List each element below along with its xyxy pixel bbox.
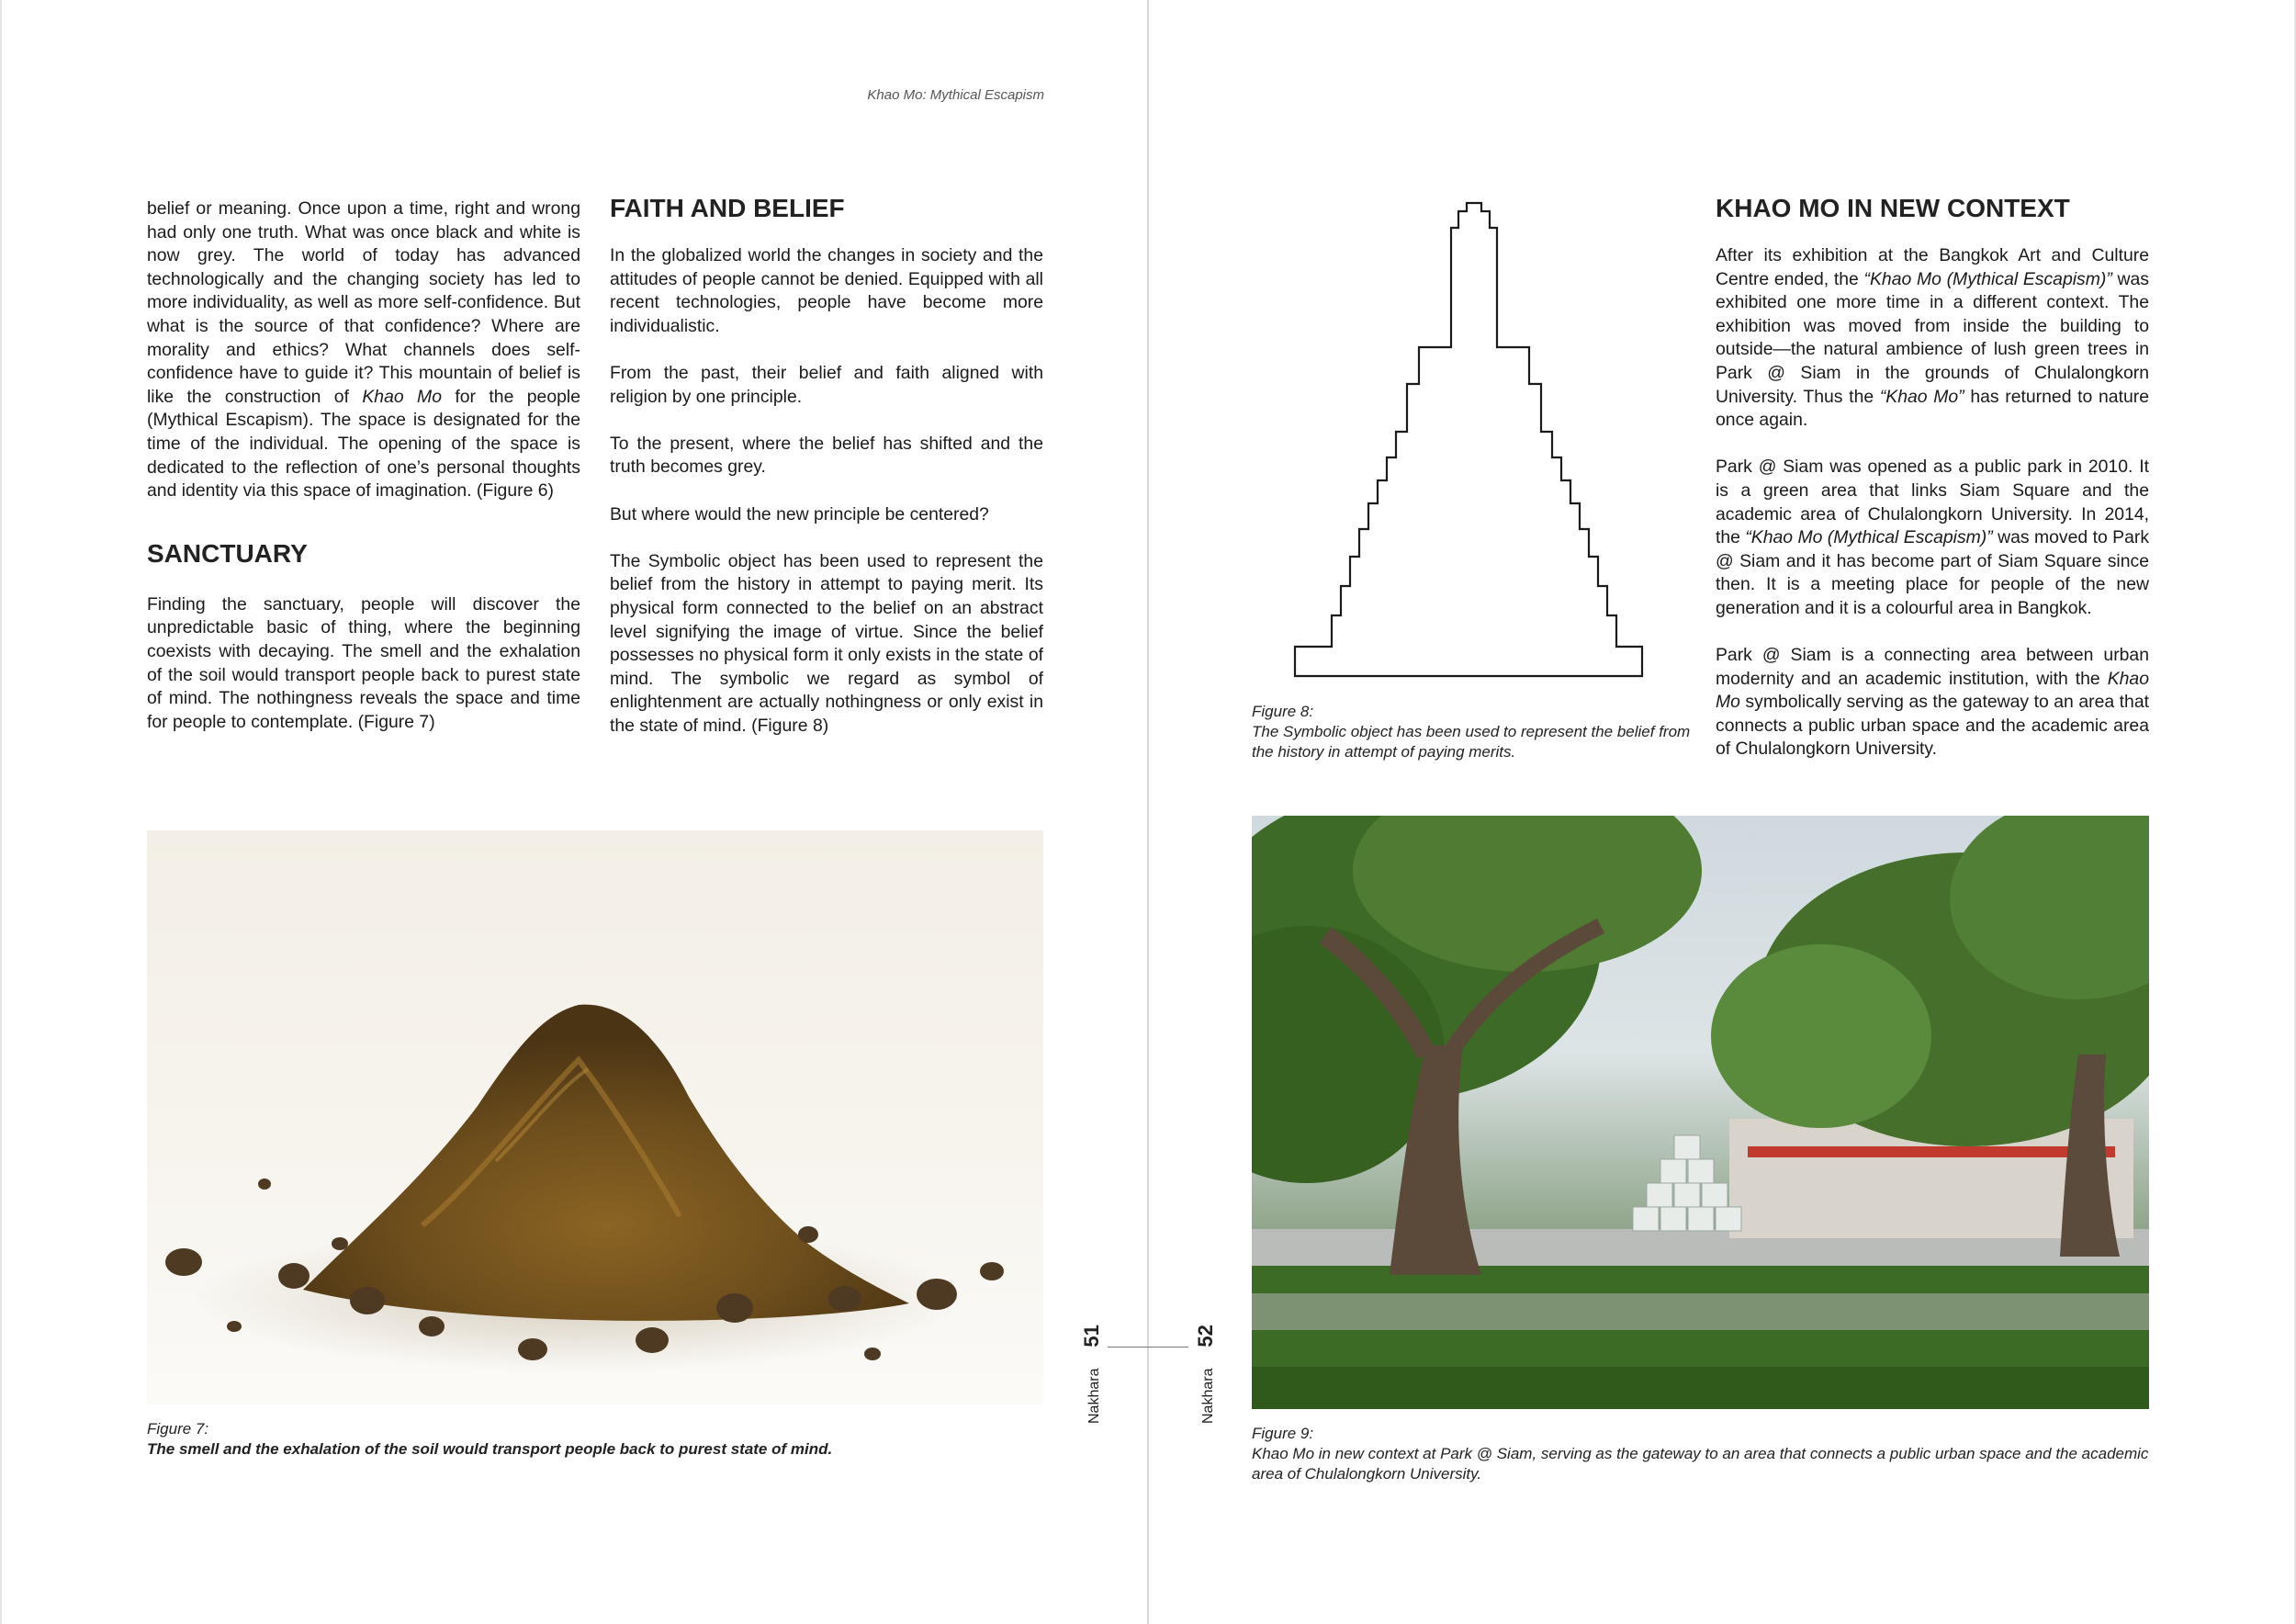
running-head: Khao Mo: Mythical Escapism (867, 87, 1044, 103)
park-scene-illustration (1252, 816, 2149, 1409)
faith-paragraph-4: But where would the new principle be centered? (610, 503, 989, 524)
figure-9-caption: Khao Mo in new context at Park @ Siam, serving as the gateway to an area that connects a public urban space and the academic area of Chulalongkorn University. (1252, 1445, 2149, 1483)
sculpture-blocks (1633, 1135, 1741, 1231)
page-edge-left (0, 0, 2, 1624)
faith-heading: FAITH AND BELIEF (610, 194, 845, 222)
folio-left-number: 51 (1080, 1325, 1103, 1348)
figure-8-label: Figure 8: (1252, 703, 1314, 720)
right-column (1716, 193, 2149, 761)
stupa-outline-path (1295, 203, 1642, 676)
context-paragraph-3: Park @ Siam is a connecting area between urban modernity and an academic institution, with the Khao Mo symbolically serving as the gateway to an area that connects a public urban space and the academic area of Chulalongkorn University. (1716, 645, 2149, 760)
figure-7-label: Figure 7: (147, 1420, 209, 1438)
context-heading: KHAO MO IN NEW CONTEXT (1716, 194, 2070, 222)
faith-paragraph-5: The Symbolic object has been used to represent the belief from the history in attempt to paying merit. Its physical form connected to the belief on an abstract level signifying the image of virtue. Since the belief possesses no physical form it only exists in the state of mind. The symbolic we regard as symbol of enlightenment are actually nothingness or only exist in the state of mind. (Figure 8) (610, 550, 1043, 736)
faith-paragraph-3: To the present, where the belief has shifted and the truth becomes grey. (610, 433, 1043, 478)
figure-7-soil-photo (147, 830, 1043, 1404)
folio-left (1080, 1325, 1104, 1424)
figure-9-caption-block (1252, 1424, 2149, 1484)
sanctuary-text: Finding the sanctuary, people will discover the unpredictable basic of thing, where the beginning coexists with decaying. The smell and the exhalation of the soil would transport people back to purest state of mind. The nothingness reveals the space and time for people to contemplate. (Figure 7) (147, 593, 580, 732)
folio-right-number: 52 (1194, 1325, 1217, 1348)
faith-paragraph-1: In the globalized world the changes in society and the attitudes of people cannot be denied. Equipped with all recent technologies, people have become more individualistic. (610, 245, 1043, 336)
faith-paragraph-2: From the past, their belief and faith aligned with religion by one principle. (610, 362, 1043, 407)
figure-8-caption-block (1252, 702, 1693, 762)
folio-right-title: Nakhara (1200, 1368, 1216, 1424)
context-paragraph-1: After its exhibition at the Bangkok Art and Culture Centre ended, the “Khao Mo (Mythical Escapism)” was exhibited one more time in a different context. The exhibition was moved from inside the building to outside—the natural ambience of lush green trees in Park @ Siam in the grounds of Chulalongkorn University. Thus the “Khao Mo” has returned to nature once again. (1716, 245, 2149, 431)
context-paragraph-2: Park @ Siam was opened as a public park in 2010. It is a green area that links Siam Square and the academic area of Chulalongkorn University. In 2014, the “Khao Mo (Mythical Escapism)” was moved to Park @ Siam and it has become part of Siam Square since then. It is a meeting place for people of the new generation and it is a colourful area in Bangkok. (1716, 457, 2150, 618)
figure-9-park-photo (1252, 816, 2149, 1409)
figure-9-label: Figure 9: (1252, 1425, 1314, 1442)
figure-8-stupa-outline (1286, 200, 1653, 678)
folio-right (1194, 1325, 1218, 1424)
intro-paragraph: belief or meaning. Once upon a time, right and wrong had only one truth. What was once black and white is now grey. The world of today has advanced technologically and the changing society has led to more individuality, as well as more self-confidence. But what is the source of that confidence? Where are morality and ethics? What channels does self-confidence have to guide it? This mountain of belief is like the construction of Khao Mo for the people (Mythical Escapism). The space is designated for the time of the individual. The opening of the space is dedicated to the reflection of one’s personal thoughts and identity via this space of imagination. (Figure 6) (147, 198, 580, 502)
figure-7-caption-block (147, 1419, 1043, 1460)
sanctuary-heading: SANCTUARY (147, 538, 308, 568)
folio-rule (1108, 1347, 1188, 1348)
soil-mound-illustration (147, 830, 1043, 1404)
left-column-1 (147, 197, 580, 758)
figure-7-caption: The smell and the exhalation of the soil would transport people back to purest state of mind. (147, 1440, 833, 1458)
left-column-2 (610, 193, 1043, 761)
folio-left-title: Nakhara (1086, 1368, 1102, 1424)
spine-divider (1147, 0, 1149, 1624)
figure-8-caption: The Symbolic object has been used to represent the belief from the history in attempt of paying merits. (1252, 723, 1691, 761)
